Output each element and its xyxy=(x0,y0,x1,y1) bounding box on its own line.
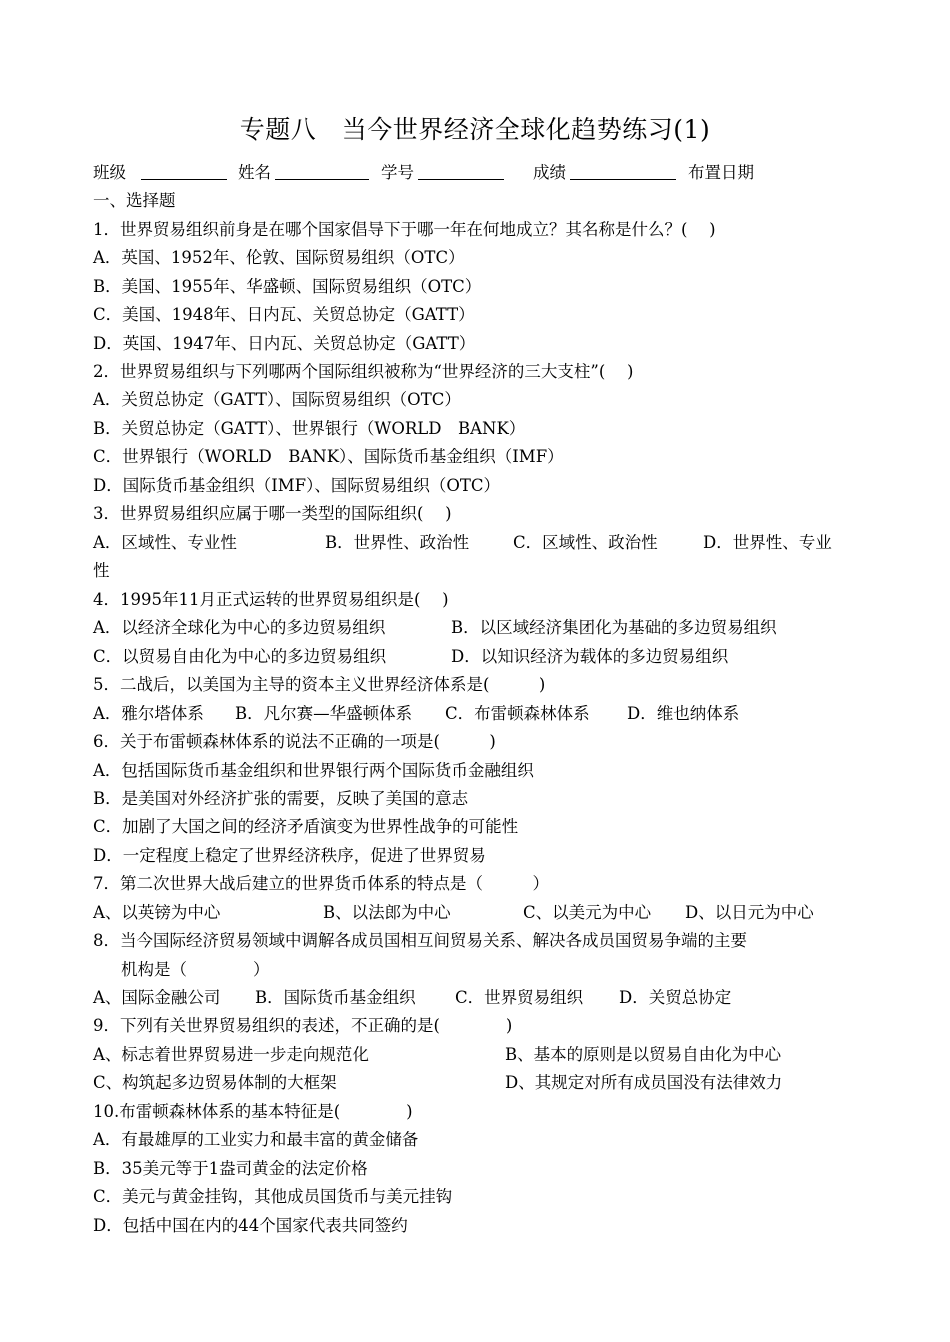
question-1-option-d[interactable]: D．英国、1947年、日内瓦、关贸总协定（GATT） xyxy=(93,334,476,353)
name-blank[interactable] xyxy=(275,162,369,184)
question-3-option-d-continued: 性 xyxy=(93,561,110,580)
question-2-option-b[interactable]: B．关贸总协定（GATT）、世界银行（WORLD BANK） xyxy=(93,419,526,438)
question-10-stem: 10.布雷顿森林体系的基本特征是( ) xyxy=(93,1102,413,1121)
class-blank[interactable] xyxy=(141,162,227,184)
question-7-stem: 7．第二次世界大战后建立的世界货币体系的特点是（ ） xyxy=(93,874,549,893)
question-8-option-a[interactable]: A、国际金融公司 xyxy=(93,988,221,1007)
question-7-option-d[interactable]: D、以日元为中心 xyxy=(685,903,814,922)
question-7-option-c[interactable]: C、以美元为中心 xyxy=(523,903,652,922)
student-number-blank[interactable] xyxy=(418,162,504,184)
name-label: 姓名 xyxy=(238,163,271,182)
score-blank[interactable] xyxy=(570,162,676,184)
question-10-option-a[interactable]: A．有最雄厚的工业实力和最丰富的黄金储备 xyxy=(93,1130,419,1149)
page-title: 专题八 当今世界经济全球化趋势练习(1) xyxy=(239,115,711,144)
question-9-option-b[interactable]: B、基本的原则是以贸易自由化为中心 xyxy=(505,1045,782,1064)
question-4-option-a[interactable]: A．以经济全球化为中心的多边贸易组织 xyxy=(93,618,386,637)
question-4-option-c[interactable]: C．以贸易自由化为中心的多边贸易组织 xyxy=(93,647,387,666)
question-9-stem: 9．下列有关世界贸易组织的表述，不正确的是( ) xyxy=(93,1016,513,1035)
question-8-stem: 8．当今国际经济贸易领域中调解各成员国相互间贸易关系、解决各成员国贸易争端的主要 xyxy=(93,931,747,950)
question-10-option-c[interactable]: C．美元与黄金挂钩，其他成员国货币与美元挂钩 xyxy=(93,1187,453,1206)
question-5-option-c[interactable]: C．布雷顿森林体系 xyxy=(445,704,590,723)
score-label: 成绩 xyxy=(533,163,566,182)
class-label: 班级 xyxy=(93,163,126,182)
question-10-option-d[interactable]: D．包括中国在内的44个国家代表共同签约 xyxy=(93,1216,408,1235)
question-1-stem: 1．世界贸易组织前身是在哪个国家倡导下于哪一年在何地成立？其名称是什么？( ) xyxy=(93,220,716,239)
question-4-option-d[interactable]: D．以知识经济为载体的多边贸易组织 xyxy=(451,647,729,666)
question-5-stem: 5．二战后，以美国为主导的资本主义世界经济体系是( ) xyxy=(93,675,546,694)
assign-date-label: 布置日期 xyxy=(688,163,754,182)
question-8-option-d[interactable]: D．关贸总协定 xyxy=(619,988,732,1007)
question-4-stem: 4．1995年11月正式运转的世界贸易组织是( ) xyxy=(93,590,449,609)
question-1-option-c[interactable]: C．美国、1948年、日内瓦、关贸总协定（GATT） xyxy=(93,305,475,324)
question-9-option-d[interactable]: D、其规定对所有成员国没有法律效力 xyxy=(505,1073,783,1092)
question-9-option-c[interactable]: C、构筑起多边贸易体制的大框架 xyxy=(93,1073,337,1092)
question-4-option-b[interactable]: B．以区域经济集团化为基础的多边贸易组织 xyxy=(451,618,777,637)
question-6-stem: 6．关于布雷顿森林体系的说法不正确的一项是( ) xyxy=(93,732,496,751)
question-5-option-b[interactable]: B．凡尔赛—华盛顿体系 xyxy=(235,704,413,723)
question-6-option-c[interactable]: C．加剧了大国之间的经济矛盾演变为世界性战争的可能性 xyxy=(93,817,519,836)
section-heading: 一、选择题 xyxy=(93,191,176,210)
question-3-option-a[interactable]: A．区域性、专业性 xyxy=(93,533,237,552)
question-2-option-a[interactable]: A．关贸总协定（GATT）、国际贸易组织（OTC） xyxy=(93,390,461,409)
question-9-option-a[interactable]: A、标志着世界贸易进一步走向规范化 xyxy=(93,1045,369,1064)
question-5-option-d[interactable]: D．维也纳体系 xyxy=(627,704,740,723)
question-6-option-b[interactable]: B．是美国对外经济扩张的需要，反映了美国的意志 xyxy=(93,789,469,808)
question-1-option-b[interactable]: B．美国、1955年、华盛顿、国际贸易组织（OTC） xyxy=(93,277,482,296)
question-1-option-a[interactable]: A．英国、1952年、伦敦、国际贸易组织（OTC） xyxy=(93,248,465,267)
question-10-option-b[interactable]: B．35美元等于1盎司黄金的法定价格 xyxy=(93,1159,368,1178)
question-3-stem: 3．世界贸易组织应属于哪一类型的国际组织( ) xyxy=(93,504,452,523)
question-3-option-c[interactable]: C．区域性、政治性 xyxy=(513,533,658,552)
question-5-option-a[interactable]: A．雅尔塔体系 xyxy=(93,704,204,723)
question-8-stem-continued: 机构是（ ） xyxy=(121,960,270,979)
question-8-option-b[interactable]: B．国际货币基金组织 xyxy=(255,988,416,1007)
question-2-option-c[interactable]: C．世界银行（WORLD BANK）、国际货币基金组织（IMF） xyxy=(93,447,564,466)
question-6-option-d[interactable]: D．一定程度上稳定了世界经济秩序，促进了世界贸易 xyxy=(93,846,486,865)
question-3-option-d[interactable]: D．世界性、专业 xyxy=(703,533,832,552)
question-7-option-b[interactable]: B、以法郎为中心 xyxy=(323,903,451,922)
student-number-label: 学号 xyxy=(381,163,414,182)
question-8-option-c[interactable]: C．世界贸易组织 xyxy=(455,988,584,1007)
question-3-option-b[interactable]: B．世界性、政治性 xyxy=(325,533,470,552)
question-2-option-d[interactable]: D．国际货币基金组织（IMF）、国际贸易组织（OTC） xyxy=(93,476,500,495)
question-2-stem: 2．世界贸易组织与下列哪两个国际组织被称为“世界经济的三大支柱”( ) xyxy=(93,362,634,381)
question-7-option-a[interactable]: A、以英镑为中心 xyxy=(93,903,221,922)
question-6-option-a[interactable]: A．包括国际货币基金组织和世界银行两个国际货币金融组织 xyxy=(93,761,534,780)
